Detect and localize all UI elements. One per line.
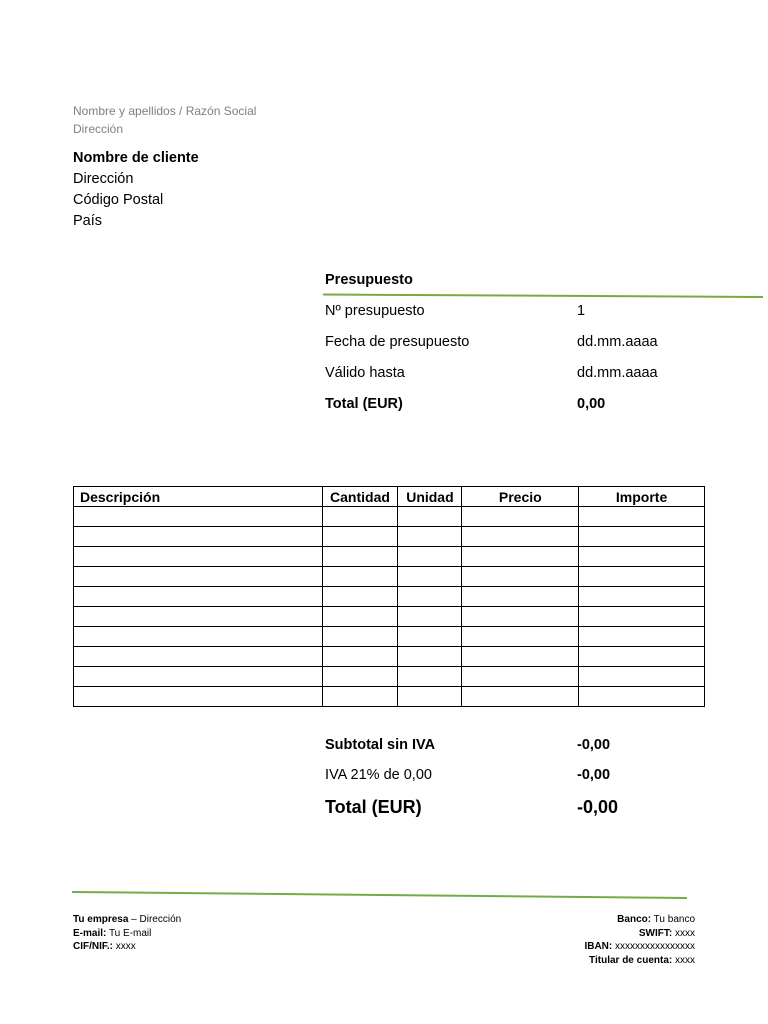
footer-email-value: Tu E-mail [106,927,152,939]
unit-cell[interactable] [398,547,462,567]
description-cell[interactable] [74,627,323,647]
grand-total-label: Total (EUR) [325,797,422,817]
price-cell[interactable] [462,627,579,647]
vat-label: IVA 21% de 0,00 [325,767,432,783]
description-cell[interactable] [74,647,323,667]
amount-cell[interactable] [579,567,705,587]
quantity-cell[interactable] [322,667,398,687]
amount-cell[interactable] [579,607,705,627]
subtotal-label: Subtotal sin IVA [325,737,436,753]
sender-address: Dirección [73,122,124,136]
unit-cell[interactable] [398,667,462,687]
header-price: Precio [462,487,579,507]
footer-divider [72,888,687,900]
description-cell[interactable] [74,567,323,587]
price-cell[interactable] [462,567,579,587]
price-cell[interactable] [462,547,579,567]
quote-title: Presupuesto [325,272,413,288]
header-quantity: Cantidad [322,487,398,507]
items-table-header [74,487,705,507]
footer-swift-label: SWIFT: [638,927,673,939]
description-cell[interactable] [74,547,323,567]
footer-email-label: E-mail: [73,927,107,939]
amount-cell[interactable] [579,627,705,647]
description-cell[interactable] [74,587,323,607]
price-cell[interactable] [462,647,579,667]
footer-holder-line [584,954,695,968]
table-row [74,507,705,527]
quantity-cell[interactable] [322,627,398,647]
footer-email-line [73,927,181,941]
quote-title-underline [323,293,763,299]
quote-number-label: Nº presupuesto [325,303,425,319]
grand-total-row [325,797,765,827]
quote-row-valid-until [325,365,765,396]
table-row [74,527,705,547]
price-cell[interactable] [462,587,579,607]
unit-cell[interactable] [398,507,462,527]
amount-cell[interactable] [579,647,705,667]
description-cell[interactable] [74,687,323,707]
subtotal-value: -0,00 [577,737,611,753]
footer-bank-value: Tu banco [651,914,695,925]
client-name: Nombre de cliente [73,150,199,166]
footer-holder-label: Titular de cuenta: [589,954,673,966]
footer-iban-line [584,940,695,954]
description-cell[interactable] [74,607,323,627]
quantity-cell[interactable] [322,607,398,627]
unit-cell[interactable] [398,587,462,607]
table-row [74,547,705,567]
quote-valid-until-value: dd.mm.aaaa [577,365,658,381]
items-table [73,486,705,707]
amount-cell[interactable] [579,547,705,567]
quote-row-total [325,396,765,427]
quote-date-value: dd.mm.aaaa [577,334,658,350]
footer-company-label: Tu empresa [73,914,129,925]
footer-bank-label: Banco: [617,914,652,925]
subtotal-row [325,737,765,767]
quantity-cell[interactable] [322,547,398,567]
price-cell[interactable] [462,527,579,547]
footer-bank-line [584,913,695,927]
sender-block [73,102,256,138]
quantity-cell[interactable] [322,527,398,547]
table-row [74,607,705,627]
quote-row-number [325,303,765,334]
amount-cell[interactable] [579,587,705,607]
unit-cell[interactable] [398,687,462,707]
totals-block [325,737,765,827]
header-amount: Importe [579,487,705,507]
quote-total-label: Total (EUR) [325,396,403,412]
amount-cell[interactable] [579,527,705,547]
header-description: Descripción [74,487,323,507]
quantity-cell[interactable] [322,647,398,667]
table-row [74,667,705,687]
footer-bank-info [584,913,695,967]
grand-total-value: -0,00 [577,797,619,817]
quantity-cell[interactable] [322,587,398,607]
footer-iban-label: IBAN: [584,941,613,952]
footer-tax-value: xxxx [113,941,136,952]
footer-tax-label: CIF/NIF.: [73,941,113,952]
price-cell[interactable] [462,687,579,707]
table-row [74,687,705,707]
footer-swift-value: xxxx [672,927,695,939]
client-address: Dirección [73,171,134,187]
header-unit: Unidad [398,487,462,507]
unit-cell[interactable] [398,647,462,667]
quote-date-label: Fecha de presupuesto [325,334,470,350]
client-country: País [73,213,103,229]
vat-value: -0,00 [577,767,611,783]
price-cell[interactable] [462,607,579,627]
footer-company-address: – Dirección [128,914,182,925]
quote-summary [325,272,765,412]
unit-cell[interactable] [398,527,462,547]
footer-company-info [73,913,181,954]
quote-number-value: 1 [577,303,586,319]
amount-cell[interactable] [579,667,705,687]
table-row [74,587,705,607]
quantity-cell[interactable] [322,567,398,587]
footer-iban-value: xxxxxxxxxxxxxxxx [612,941,695,952]
quote-valid-until-label: Válido hasta [325,365,405,381]
table-row [74,647,705,667]
description-cell[interactable] [74,527,323,547]
quote-total-value: 0,00 [577,396,606,412]
quantity-cell[interactable] [322,507,398,527]
amount-cell[interactable] [579,687,705,707]
footer-holder-value: xxxx [672,954,695,966]
price-cell[interactable] [462,667,579,687]
unit-cell[interactable] [398,567,462,587]
unit-cell[interactable] [398,627,462,647]
table-row [74,627,705,647]
footer-tax-line [73,940,181,954]
price-cell[interactable] [462,507,579,527]
vat-row [325,767,765,797]
client-block [73,148,199,232]
table-row [74,567,705,587]
quote-row-date [325,334,765,365]
unit-cell[interactable] [398,607,462,627]
footer-swift-line [584,927,695,941]
sender-name: Nombre y apellidos / Razón Social [73,104,257,118]
description-cell[interactable] [74,667,323,687]
amount-cell[interactable] [579,507,705,527]
footer-company-line [73,913,181,927]
client-postal-code: Código Postal [73,192,164,208]
description-cell[interactable] [74,507,323,527]
quantity-cell[interactable] [322,687,398,707]
